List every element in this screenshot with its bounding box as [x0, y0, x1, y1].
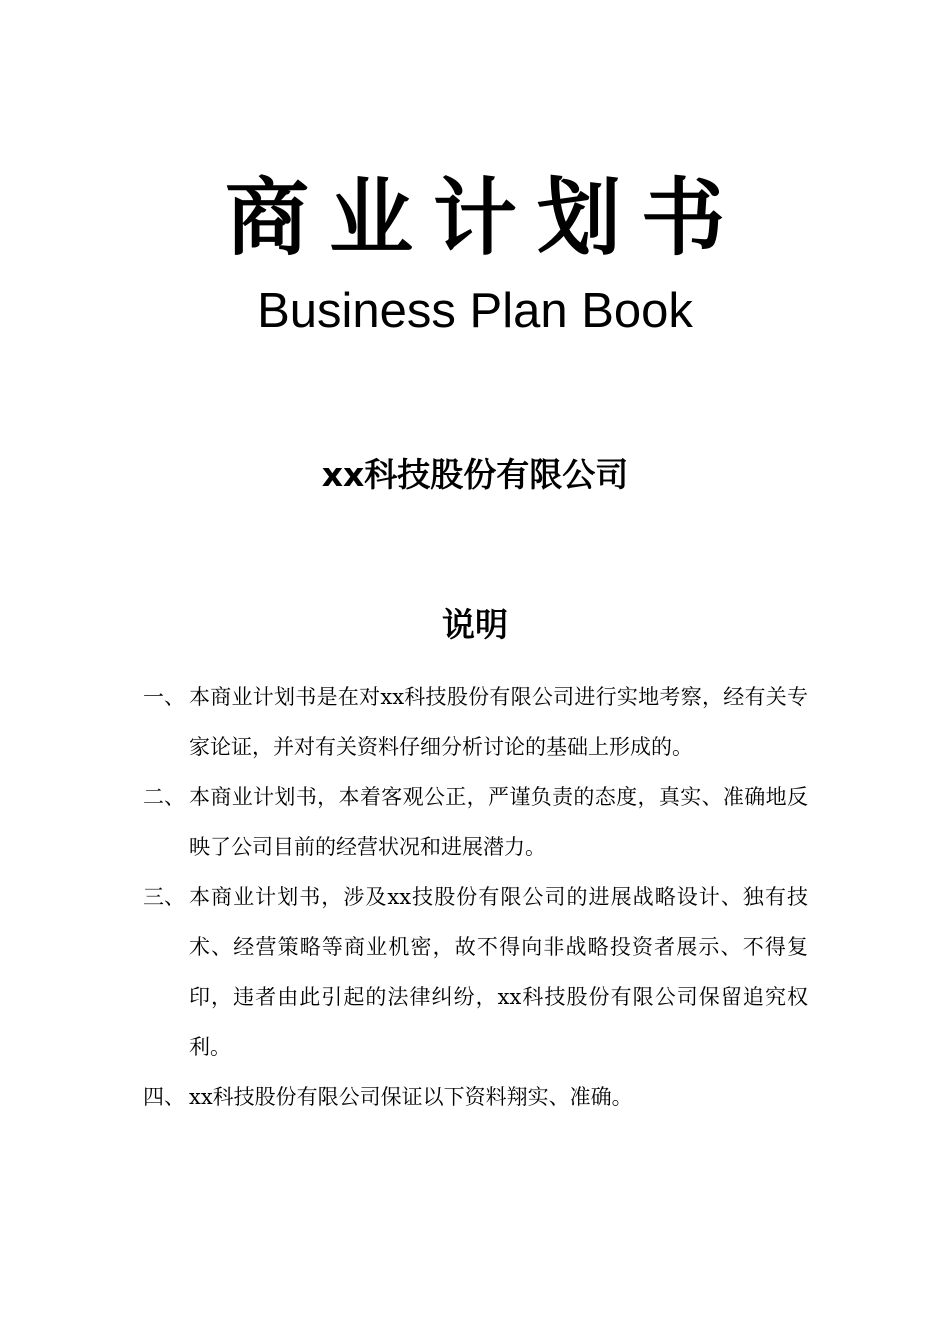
statement-item-number: 一、 — [143, 685, 185, 709]
statement-heading: 说明 — [442, 605, 508, 644]
company-name: xx科技股份有限公司 — [321, 455, 629, 494]
statement-item-text: 本商业计划书是在对xx科技股份有限公司进行实地考察，经有关专家论证，并对有关资料仔细分析讨论的基础上形成的。 — [189, 685, 808, 759]
statement-list — [143, 672, 808, 1122]
statement-item — [143, 772, 808, 872]
statement-item — [143, 1072, 808, 1122]
document-title-english: Business Plan Book — [257, 284, 693, 338]
statement-item-number: 二、 — [143, 785, 185, 809]
statement-item-text: 本商业计划书，涉及xx技股份有限公司的进展战略设计、独有技术、经营策略等商业机密，故不得向非战略投资者展示、不得复印，违者由此引起的法律纠纷，xx科技股份有限公司保留追究权利。 — [189, 885, 808, 1059]
statement-item-number: 四、 — [143, 1085, 185, 1109]
statement-item — [143, 872, 808, 1072]
statement-item-text: xx科技股份有限公司保证以下资料翔实、准确。 — [189, 1085, 633, 1109]
statement-item — [143, 672, 808, 772]
statement-item-text: 本商业计划书，本着客观公正，严谨负责的态度，真实、准确地反映了公司目前的经营状况和进展潜力。 — [189, 785, 808, 859]
document-title-chinese: 商业计划书 — [224, 169, 745, 267]
statement-item-number: 三、 — [143, 885, 185, 909]
